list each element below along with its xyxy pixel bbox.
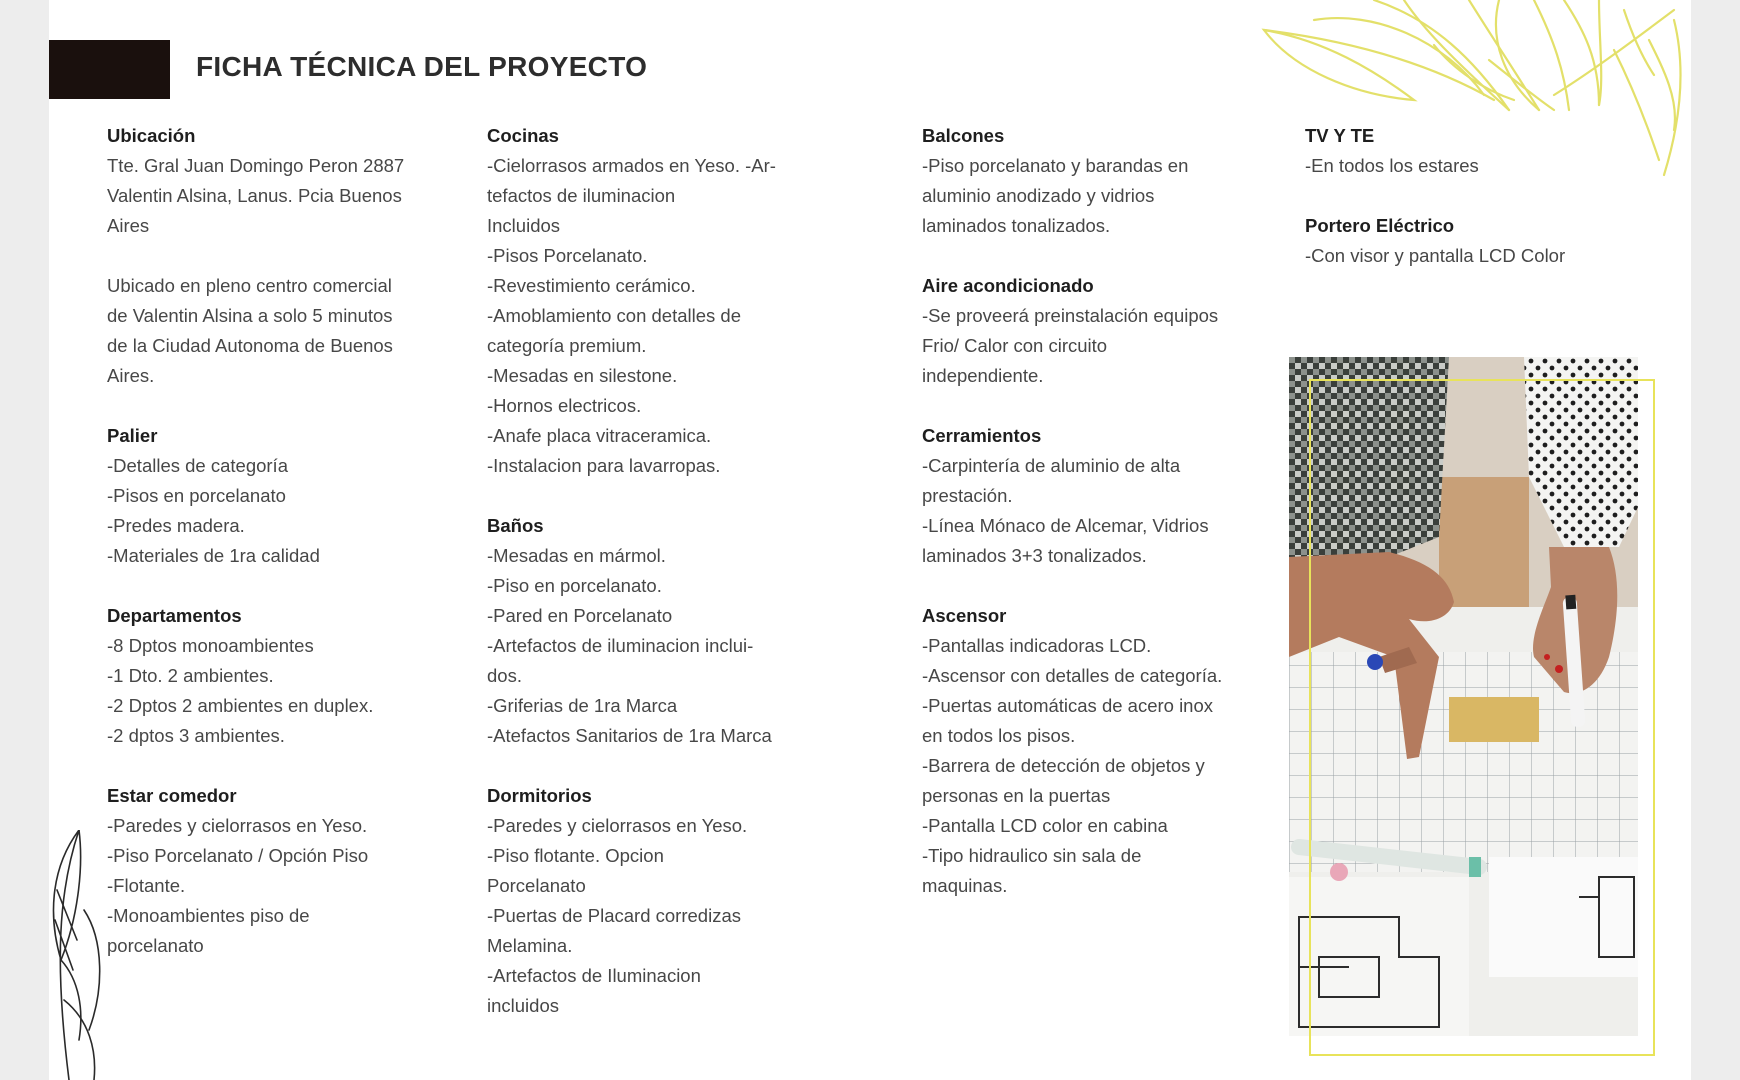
spec-line: independiente. — [922, 365, 1044, 386]
spec-line: -Predes madera. — [107, 515, 245, 536]
section-heading: Palier — [107, 425, 158, 446]
spec-line: -1 Dto. 2 ambientes. — [107, 665, 274, 686]
spec-line: -Revestimiento cerámico. — [487, 275, 696, 296]
spec-line: -Carpintería de aluminio de alta — [922, 455, 1181, 476]
spec-line: -Monoambientes piso de — [107, 905, 310, 926]
footer-mark — [103, 1064, 108, 1080]
spec-line: de la Ciudad Autonoma de Buenos — [107, 335, 393, 356]
section-heading: Baños — [487, 515, 544, 536]
spec-line: -Ascensor con detalles de categoría. — [922, 665, 1223, 686]
spec-line: -Materiales de 1ra calidad — [107, 545, 320, 566]
section-heading: Aire acondicionado — [922, 275, 1094, 296]
section-heading: Cocinas — [487, 125, 559, 146]
spec-line: Ubicado en pleno centro comercial — [107, 275, 392, 296]
section-heading: Portero Eléctrico — [1305, 215, 1455, 236]
project-photo — [1289, 357, 1645, 1057]
page-title: FICHA TÉCNICA DEL PROYECTO — [196, 51, 648, 82]
spec-line: Tte. Gral Juan Domingo Peron 2887 — [107, 155, 405, 176]
spec-line: Frio/ Calor con circuito — [922, 335, 1108, 356]
spec-line: -Tipo hidraulico sin sala de — [922, 845, 1142, 866]
spec-line — [107, 241, 467, 271]
section-gap — [107, 391, 467, 421]
spec-line: de Valentin Alsina a solo 5 minutos — [107, 305, 393, 326]
spec-line: -Piso Porcelanato / Opción Piso — [107, 845, 369, 866]
spec-line: -Flotante. — [107, 875, 186, 896]
spec-line: en todos los pisos. — [922, 725, 1076, 746]
spec-line: -Atefactos Sanitarios de 1ra Marca — [487, 725, 772, 746]
spec-line: -Griferias de 1ra Marca — [487, 695, 678, 716]
spec-line: -Puertas automáticas de acero inox — [922, 695, 1214, 716]
section-heading: Dormitorios — [487, 785, 592, 806]
section-gap — [487, 481, 887, 511]
spec-line: -Barrera de detección de objetos y — [922, 755, 1205, 776]
spec-line: personas en la puertas — [922, 785, 1111, 806]
title-block — [49, 40, 170, 99]
spec-line: -Piso porcelanato y barandas en — [922, 155, 1189, 176]
spec-line: -Se proveerá preinstalación equipos — [922, 305, 1219, 326]
spec-line: incluidos — [487, 995, 559, 1016]
section-heading: Ubicación — [107, 125, 196, 146]
spec-line: -Pared en Porcelanato — [487, 605, 673, 626]
spec-line: maquinas. — [922, 875, 1008, 896]
section-gap — [922, 241, 1322, 271]
section-heading: TV Y TE — [1305, 125, 1375, 146]
spec-line: Melamina. — [487, 935, 573, 956]
spec-line: -Cielorrasos armados en Yeso. -Ar- — [487, 155, 776, 176]
spec-line: porcelanato — [107, 935, 204, 956]
spec-line: -2 dptos 3 ambientes. — [107, 725, 285, 746]
spec-line: -Mesadas en silestone. — [487, 365, 678, 386]
section-gap — [922, 571, 1322, 601]
spec-line: -8 Dptos monoambientes — [107, 635, 314, 656]
document-page — [49, 0, 1691, 1080]
spec-line: -Anafe placa vitraceramica. — [487, 425, 712, 446]
column-3 — [922, 121, 1322, 901]
section-gap — [487, 751, 887, 781]
spec-line: -Artefactos de iluminacion inclui- — [487, 635, 754, 656]
spec-line: tefactos de iluminacion — [487, 185, 676, 206]
spec-line: -En todos los estares — [1305, 155, 1479, 176]
spec-line: Aires. — [107, 365, 155, 386]
section-heading: Ascensor — [922, 605, 1007, 626]
spec-line: -Hornos electricos. — [487, 395, 642, 416]
spec-line: -2 Dptos 2 ambientes en duplex. — [107, 695, 374, 716]
spec-line: Porcelanato — [487, 875, 586, 896]
section-gap — [107, 751, 467, 781]
photo-accent-frame — [1309, 379, 1655, 1056]
spec-line: -Detalles de categoría — [107, 455, 288, 476]
column-1 — [107, 121, 467, 961]
spec-line: -Instalacion para lavarropas. — [487, 455, 721, 476]
section-gap — [1305, 181, 1685, 211]
section-gap — [922, 391, 1322, 421]
spec-line: Aires — [107, 215, 150, 236]
spec-line: dos. — [487, 665, 522, 686]
spec-line: -Piso flotante. Opcion — [487, 845, 664, 866]
leaf-decoration-bottom — [49, 830, 109, 1080]
spec-line: categoría premium. — [487, 335, 647, 356]
spec-line: -Línea Mónaco de Alcemar, Vidrios — [922, 515, 1209, 536]
section-heading: Cerramientos — [922, 425, 1042, 446]
spec-line: -Con visor y pantalla LCD Color — [1305, 245, 1566, 266]
spec-line: -Piso en porcelanato. — [487, 575, 662, 596]
section-heading: Estar comedor — [107, 785, 237, 806]
spec-line: -Mesadas en mármol. — [487, 545, 666, 566]
spec-line: -Pisos en porcelanato — [107, 485, 286, 506]
spec-line: -Amoblamiento con detalles de — [487, 305, 742, 326]
section-heading: Balcones — [922, 125, 1005, 146]
spec-line: laminados 3+3 tonalizados. — [922, 545, 1147, 566]
column-2 — [487, 121, 887, 1021]
spec-line: laminados tonalizados. — [922, 215, 1111, 236]
spec-line: aluminio anodizado y vidrios — [922, 185, 1155, 206]
spec-line: -Puertas de Placard corredizas — [487, 905, 741, 926]
spec-line: -Pisos Porcelanato. — [487, 245, 648, 266]
column-4 — [1305, 121, 1685, 271]
spec-line: prestación. — [922, 485, 1013, 506]
spec-line: Incluidos — [487, 215, 561, 236]
spec-line: -Pantallas indicadoras LCD. — [922, 635, 1152, 656]
spec-line: -Paredes y cielorrasos en Yeso. — [487, 815, 748, 836]
spec-line: -Paredes y cielorrasos en Yeso. — [107, 815, 368, 836]
spec-line: Valentin Alsina, Lanus. Pcia Buenos — [107, 185, 402, 206]
section-heading: Departamentos — [107, 605, 242, 626]
spec-line: -Pantalla LCD color en cabina — [922, 815, 1168, 836]
section-gap — [107, 571, 467, 601]
spec-line: -Artefactos de Iluminacion — [487, 965, 701, 986]
